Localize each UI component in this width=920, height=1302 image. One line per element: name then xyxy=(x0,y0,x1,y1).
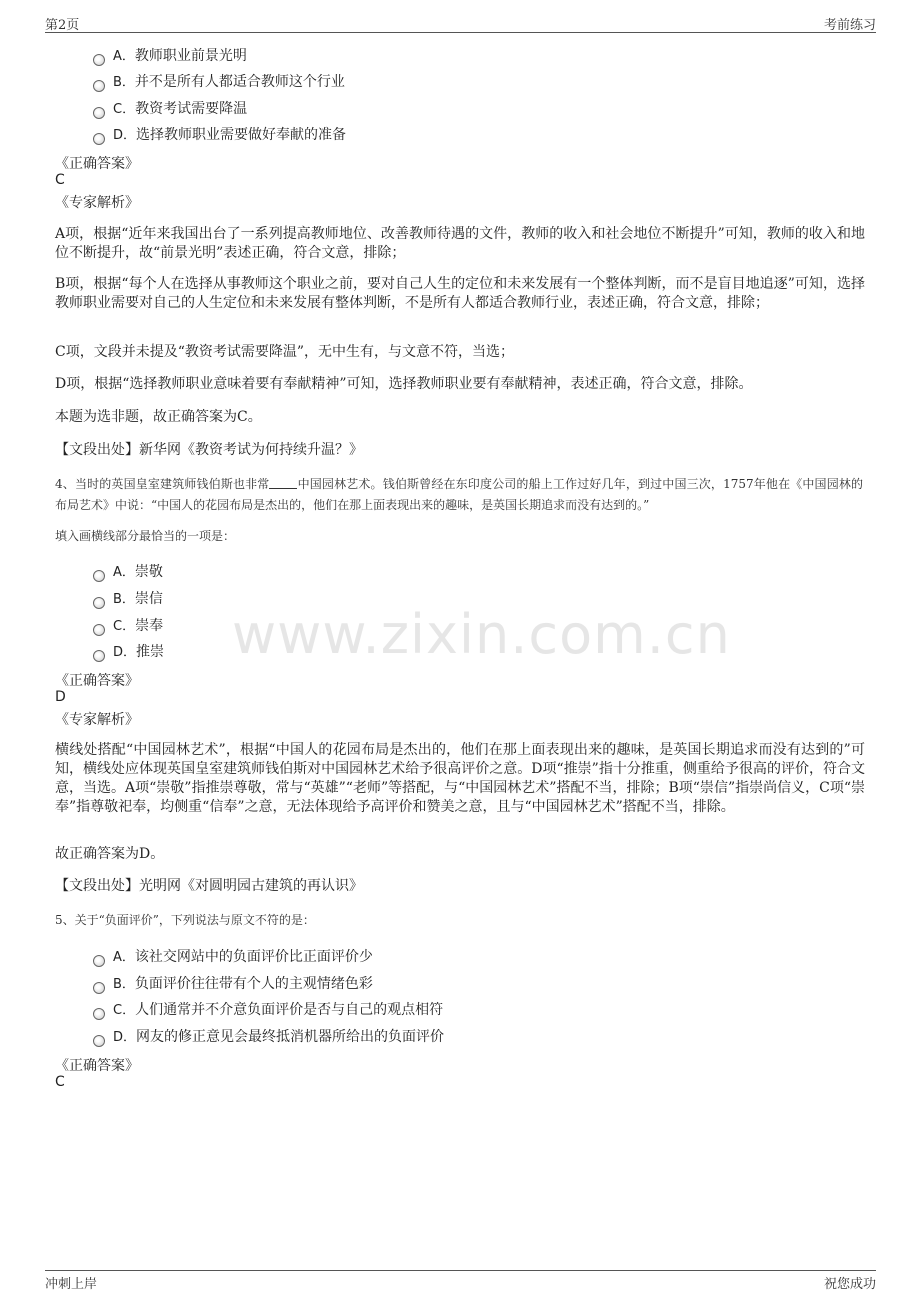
radio-icon[interactable] xyxy=(93,650,105,662)
answer-value: C xyxy=(55,1074,65,1090)
analysis-conclusion: 本题为选非题，故正确答案为C。 xyxy=(55,409,262,425)
page-header xyxy=(45,12,876,33)
analysis-paragraph: 横线处搭配“中国园林艺术”，根据“中国人的花园布局是杰出的，他们在那上面表现出来的趣味，是英国长期追求而没有达到的”可知，横线处应体现英国皇室建筑师钱伯斯对中国园林艺术给予很高评价之意。D项“推崇”指十分推重，侧重给予很高的评价，符合文意，当选。A项“崇敬”指推崇尊敬，常与“英雄”“老师”等搭配，与“中国园林艺术”搭配不当，排除；B项“崇信”指崇尚信义，C项“崇奉”指尊敬祀奉，均侧重“信奉”之意，无法体现给予高评价和赞美之意，且与“中国园林艺术”搭配不当，排除。 xyxy=(55,742,865,815)
footer-left-text: 冲刺上岸 xyxy=(45,1277,98,1292)
source-citation: 【文段出处】新华网《教资考试为何持续升温？》 xyxy=(55,442,363,458)
q3-option-a[interactable]: A．教师职业前景光明 xyxy=(93,45,247,65)
page-footer xyxy=(45,1270,876,1292)
radio-icon[interactable] xyxy=(93,570,105,582)
page-number: 第2页 xyxy=(45,18,80,33)
question-instruction: 填入画横线部分最恰当的一项是： xyxy=(55,529,236,543)
radio-icon[interactable] xyxy=(93,133,105,145)
answer-value: C xyxy=(55,172,65,188)
radio-icon[interactable] xyxy=(93,1008,105,1020)
question-stem: 4、当时的英国皇室建筑师钱伯斯也非常 中国园林艺术。钱伯斯曾经在东印度公司的船上工作过好几年，到过中国三次，1757年他在《中国园林的布局艺术》中说：“中国人的花园布局是杰出的，他们在那上面表现出来的趣味，是英国长期追求而没有达到的。” xyxy=(55,477,864,512)
question-stem: 5、关于“负面评价”，下列说法与原文不符的是： xyxy=(55,913,315,927)
radio-icon[interactable] xyxy=(93,955,105,967)
analysis-conclusion: 故正确答案为D。 xyxy=(55,846,165,862)
q3-option-c[interactable]: C．教资考试需要降温 xyxy=(93,98,247,118)
radio-icon[interactable] xyxy=(93,80,105,92)
answer-label: 《正确答案》 xyxy=(55,673,139,689)
radio-icon[interactable] xyxy=(93,107,105,119)
analysis-paragraph: C项，文段并未提及“教资考试需要降温”，无中生有，与文意不符，当选； xyxy=(55,344,515,360)
analysis-label: 《专家解析》 xyxy=(55,712,139,728)
q4-option-d[interactable]: D．推崇 xyxy=(93,641,164,661)
analysis-paragraph: B项，根据“每个人在选择从事教师这个职业之前，要对自己人生的定位和未来发展有一个整体判断，而不是盲目地追逐”可知，选择教师职业需要对自己的人生定位和未来发展有整体判断，不是所有人都适合教师行业，表述正确，符合文意，排除； xyxy=(55,276,865,311)
fill-blank xyxy=(269,476,297,489)
q3-option-b[interactable]: B．并不是所有人都适合教师这个行业 xyxy=(93,71,345,91)
q4-option-a[interactable]: A．崇敬 xyxy=(93,561,163,581)
radio-icon[interactable] xyxy=(93,982,105,994)
answer-label: 《正确答案》 xyxy=(55,1058,139,1074)
radio-icon[interactable] xyxy=(93,624,105,636)
q3-option-d[interactable]: D．选择教师职业需要做好奉献的准备 xyxy=(93,124,346,144)
analysis-paragraph: A项，根据“近年来我国出台了一系列提高教师地位、改善教师待遇的文件，教师的收入和社会地位不断提升”可知，教师的收入和地位不断提升，故“前景光明”表述正确，符合文意，排除； xyxy=(55,226,865,261)
watermark: www.zixin.com.cn xyxy=(232,603,731,666)
footer-right-text: 祝您成功 xyxy=(823,1277,876,1292)
radio-icon[interactable] xyxy=(93,1035,105,1047)
answer-label: 《正确答案》 xyxy=(55,156,139,172)
q4-option-b[interactable]: B．崇信 xyxy=(93,588,163,608)
radio-icon[interactable] xyxy=(93,54,105,66)
q5-option-a[interactable]: A．该社交网站中的负面评价比正面评价少 xyxy=(93,946,373,966)
analysis-label: 《专家解析》 xyxy=(55,195,139,211)
q5-option-b[interactable]: B．负面评价往往带有个人的主观情绪色彩 xyxy=(93,973,373,993)
answer-value: D xyxy=(55,689,66,705)
radio-icon[interactable] xyxy=(93,597,105,609)
q5-option-d[interactable]: D．网友的修正意见会最终抵消机器所给出的负面评价 xyxy=(93,1026,444,1046)
header-title: 考前练习 xyxy=(823,18,876,33)
q5-option-c[interactable]: C．人们通常并不介意负面评价是否与自己的观点相符 xyxy=(93,999,443,1019)
analysis-paragraph: D项，根据“选择教师职业意味着要有奉献精神”可知，选择教师职业要有奉献精神，表述正确，符合文意，排除。 xyxy=(55,376,753,392)
source-citation: 【文段出处】光明网《对圆明园古建筑的再认识》 xyxy=(55,878,363,894)
q4-option-c[interactable]: C．崇奉 xyxy=(93,615,163,635)
